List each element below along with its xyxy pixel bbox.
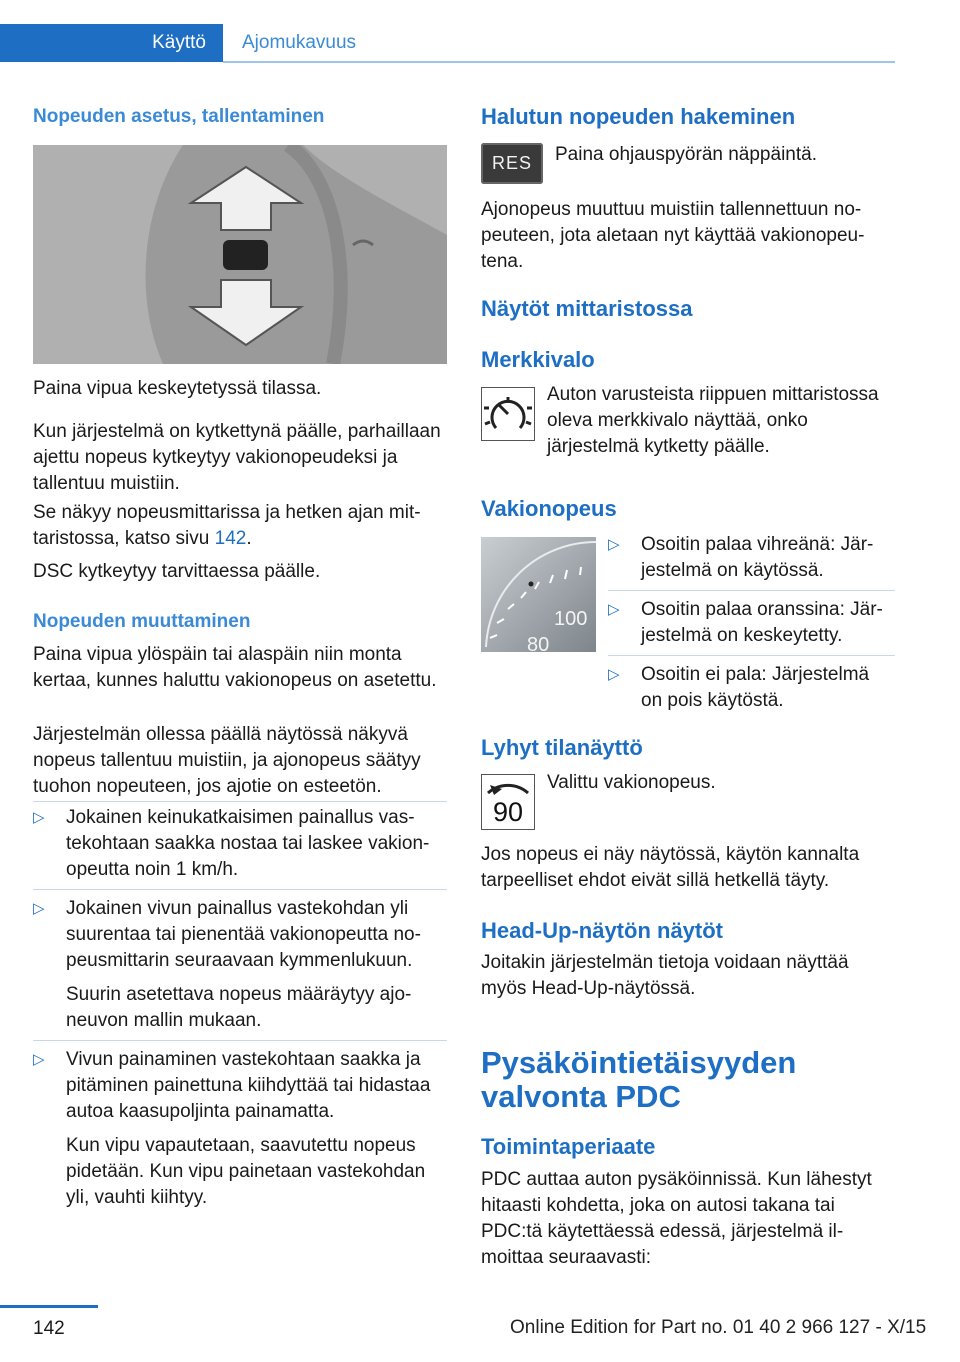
list-item <box>608 590 895 655</box>
heading-cluster-displays: Näytöt mittaristossa <box>481 296 693 321</box>
footer-rule <box>0 1305 98 1308</box>
cruise-status-list <box>608 532 895 714</box>
paragraph-display-end: . <box>246 528 252 549</box>
divider <box>33 801 447 802</box>
page-number: 142 <box>33 1318 65 1339</box>
paragraph-stored-speed: Järjestelmän ollessa päällä näytössä näkyvä nopeus tallentuu muistiin, ja ajonopeus säätyy tuohon nopeuteen, jos ajotie on esteetön. <box>33 724 421 797</box>
list-item-subtext: Kun vipu vapautetaan, saavutettu nopeus pidetään. Kun vipu painetaan vastekohdan yli, vauhti kiihtyy. <box>66 1135 426 1208</box>
paragraph-display-text: Se näkyy nopeusmittarissa ja hetken ajan mittaristossa, katso sivu <box>33 502 421 549</box>
speedometer-gauge-image <box>481 537 596 652</box>
list-item-text: Jokainen vivun painallus vastekohdan yli suurentaa tai pienentää vakionopeutta nopeusmittarin seuraavaan kymmenlukuun. <box>66 898 421 971</box>
triangle-bullet-icon: ▷ <box>33 900 45 917</box>
cruise-indicator-icon <box>481 387 535 441</box>
speedometer-gauge-illustration <box>481 537 596 652</box>
list-item <box>608 655 895 714</box>
heading-function-principle: Toimintaperiaate <box>481 1134 656 1159</box>
triangle-bullet-icon: ▷ <box>608 666 620 683</box>
res-button-label: RES <box>491 153 532 173</box>
paragraph-stored: Kun järjestelmä on kytkettynä päälle, parhaillaan ajettu nopeus kytkeytyy vakionopeudeksi ja tallentuu muistiin. <box>33 421 441 494</box>
paragraph-indicator: Auton varusteista riippuen mittaristossa oleva merkkivalo näyttää, onko järjestelmä kytketty päälle. <box>547 384 879 457</box>
heading-cruise-speed: Vakionopeus <box>481 496 617 521</box>
triangle-bullet-icon: ▷ <box>608 601 620 618</box>
heading-indicator-lamp: Merkkivalo <box>481 347 595 372</box>
list-item-text: Jokainen keinukatkaisimen painallus vastekohtaan saakka nostaa tai laskee vakionopeutta noin 1 km/h. <box>66 807 430 880</box>
paragraph-pdc-principle: PDC auttaa auton pysäköinnissä. Kun lähestyt hitaasti kohdetta, joka on autosi takana tai PDC:tä käytettäessä edessä, järjestelmä ilmoittaa seuraavasti: <box>481 1169 872 1268</box>
paragraph-hud: Joitakin järjestelmän tietoja voidaan näyttää myös Head-Up-näytössä. <box>481 952 849 999</box>
triangle-bullet-icon: ▷ <box>33 809 45 826</box>
list-item-text: Osoitin palaa oranssina: Järjestelmä on keskeytetty. <box>641 599 883 646</box>
gauge-label-100: 100 <box>554 608 588 630</box>
set-speed-icon <box>481 774 535 830</box>
list-item-subtext: Suurin asetettava nopeus määräytyy ajoneuvon mallin mukaan. <box>66 984 412 1031</box>
page-link[interactable]: 142 <box>214 528 247 549</box>
steering-wheel-lever-image <box>33 145 447 364</box>
header-rule <box>223 61 895 63</box>
paragraph-press-lever: Paina vipua ylöspäin tai alaspäin niin monta kertaa, kunnes haluttu vakionopeus on asetettu. <box>33 644 437 691</box>
heading-short-status: Lyhyt tilanäyttö <box>481 735 643 760</box>
steering-wheel-lever-illustration <box>33 145 447 364</box>
heading-pdc: Pysäköintietäisyyden valvonta PDC <box>481 1045 797 1114</box>
paragraph-pause: Paina vipua keskeytetyssä tilassa. <box>33 378 322 399</box>
triangle-bullet-icon: ▷ <box>33 1051 45 1068</box>
paragraph-selected-speed: Valittu vakionopeus. <box>547 772 716 793</box>
list-item <box>33 805 447 889</box>
lever-bullet-list <box>33 805 447 1211</box>
set-speed-value: 90 <box>492 797 524 827</box>
page-header <box>0 24 895 62</box>
heading-hud: Head-Up-näytön näytöt <box>481 918 723 943</box>
paragraph-no-speed: Jos nopeus ei näy näytössä, käytön kannalta tarpeelliset ehdot eivät sillä hetkellä täyty. <box>481 844 860 891</box>
heading-speed-change: Nopeuden muuttaminen <box>33 611 251 632</box>
paragraph-dsc: DSC kytkeytyy tarvittaessa päälle. <box>33 561 321 582</box>
list-item-text: Osoitin palaa vihreänä: Järjestelmä on käytössä. <box>641 534 874 581</box>
heading-resume-speed: Halutun nopeuden hakeminen <box>481 104 796 129</box>
edition-note: Online Edition for Part no. 01 40 2 966 127 - X/15 <box>510 1317 927 1338</box>
paragraph-press-res: Paina ohjauspyörän näppäintä. <box>555 144 817 165</box>
section-tab: Ajomukavuus <box>242 32 357 53</box>
res-button-icon <box>481 143 543 184</box>
paragraph-display <box>33 500 447 552</box>
speedometer-icon <box>482 388 534 440</box>
list-item <box>608 532 895 590</box>
list-item <box>33 889 447 1040</box>
heading-speed-setting: Nopeuden asetus, tallentaminen <box>33 106 325 127</box>
gauge-label-80: 80 <box>527 634 550 652</box>
list-item-text: Osoitin ei pala: Järjestelmä on pois käytöstä. <box>641 664 870 711</box>
list-item <box>33 1040 447 1211</box>
paragraph-resume: Ajonopeus muuttuu muistiin tallennettuun nopeuteen, jota aletaan nyt käyttää vakionopeutena. <box>481 199 865 272</box>
triangle-bullet-icon: ▷ <box>608 536 620 553</box>
chapter-tab: Käyttö <box>0 24 223 62</box>
list-item-text: Vivun painaminen vastekohtaan saakka ja pitäminen painettuna kiihdyttää tai hidastaa autoa kaasupoljinta painamatta. <box>66 1049 431 1122</box>
